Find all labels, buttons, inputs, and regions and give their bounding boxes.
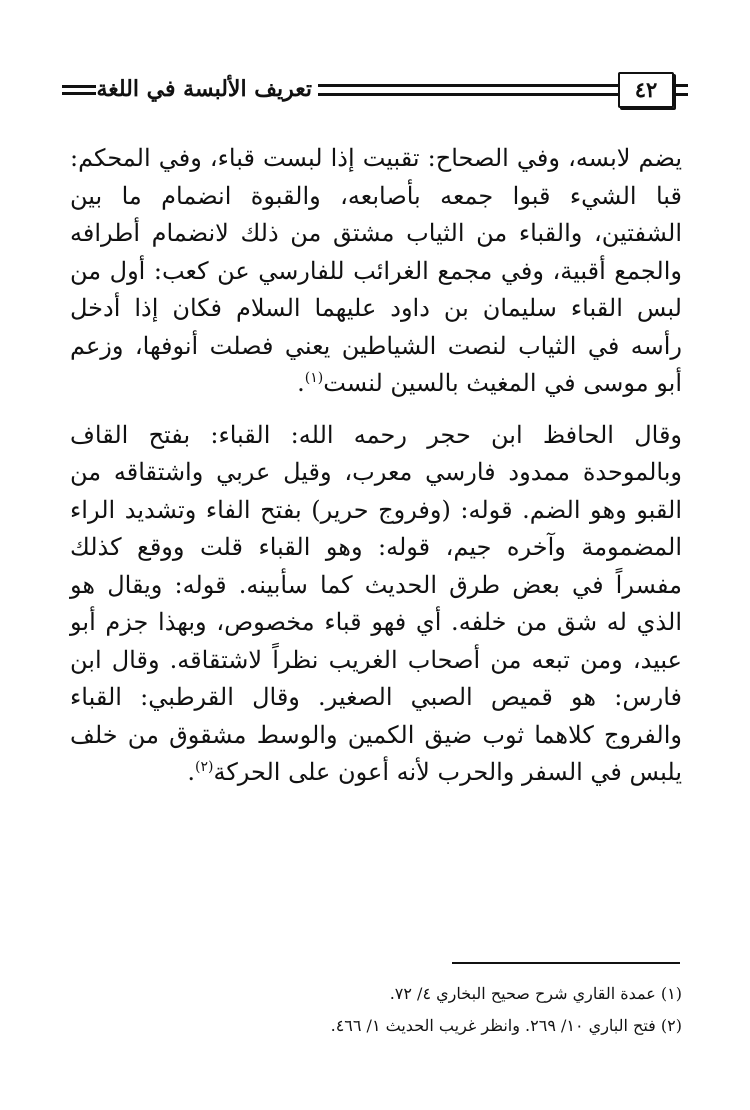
paragraph-1-text: يضم لابسه، وفي الصحاح: تقبيت إذا لبست قباء، وفي المحكم: قبا الشيء قبوا جمعه بأصابعه، والقبوة انضمام ما بين الشفتين، والقباء من الثياب مشتق من ذلك لانضمام أطرافه والجمع أقبية، وفي مجمع الغرائب للفارسي عن كعب: أول من لبس القباء سليمان بن داود عليهما السلام فكان إذا أدخل رأسه في الثياب لنصت الشياطين يعني فصلت أنوفها، وزعم أبو موسى في المغيث بالسين لنست (70, 144, 682, 397)
paragraph-1 (70, 140, 682, 403)
header-ornament-left (62, 85, 96, 95)
main-text (70, 140, 682, 806)
footnote-separator (452, 962, 680, 964)
footnotes (70, 978, 682, 1042)
header-title: تعريف الألبسة في اللغة (96, 76, 312, 102)
footnote-1: (١) عمدة القاري شرح صحيح البخاري ٤/ ٧٢. (389, 984, 682, 1003)
header-ornament-right (676, 84, 688, 96)
header-rule (318, 84, 618, 96)
paragraph-2-end: . (187, 758, 195, 786)
paragraph-2 (70, 417, 682, 792)
paragraph-2-text: وقال الحافظ ابن حجر رحمه الله: القباء: بفتح القاف وبالموحدة ممدود فارسي معرب، وقيل عربي واشتقاقه من القبو وهو الضم. قوله: (وفروج حرير) بفتح الفاء وتشديد الراء المضمومة وآخره جيم، قوله: وهو القباء قلت ووقع كذلك مفسراً في بعض طرق الحديث كما سأبينه. قوله: ويقال هو الذي له شق من خلفه. أي فهو قباء مخصوص، وبهذا جزم أبو عبيد، ومن تبعه من أصحاب الغريب نظراً لاشتقاقه. وقال ابن فارس: هو قميص الصبي الصغير. وقال القرطبي: القباء والفروج كلاهما ثوب ضيق الكمين والوسط مشقوق من خلف يلبس في السفر والحرب لأنه أعون على الحركة (70, 420, 682, 786)
footnote-ref-2: (٢) (194, 759, 214, 775)
footnote-ref-1: (١) (304, 370, 324, 386)
paragraph-1-end: . (297, 369, 305, 397)
running-header (62, 70, 688, 110)
footnote-2: (٢) فتح الباري ١٠/ ٢٦٩. وانظر غريب الحديث ١/ ٤٦٦. (330, 1016, 682, 1035)
page-number: ٤٢ (618, 72, 674, 108)
